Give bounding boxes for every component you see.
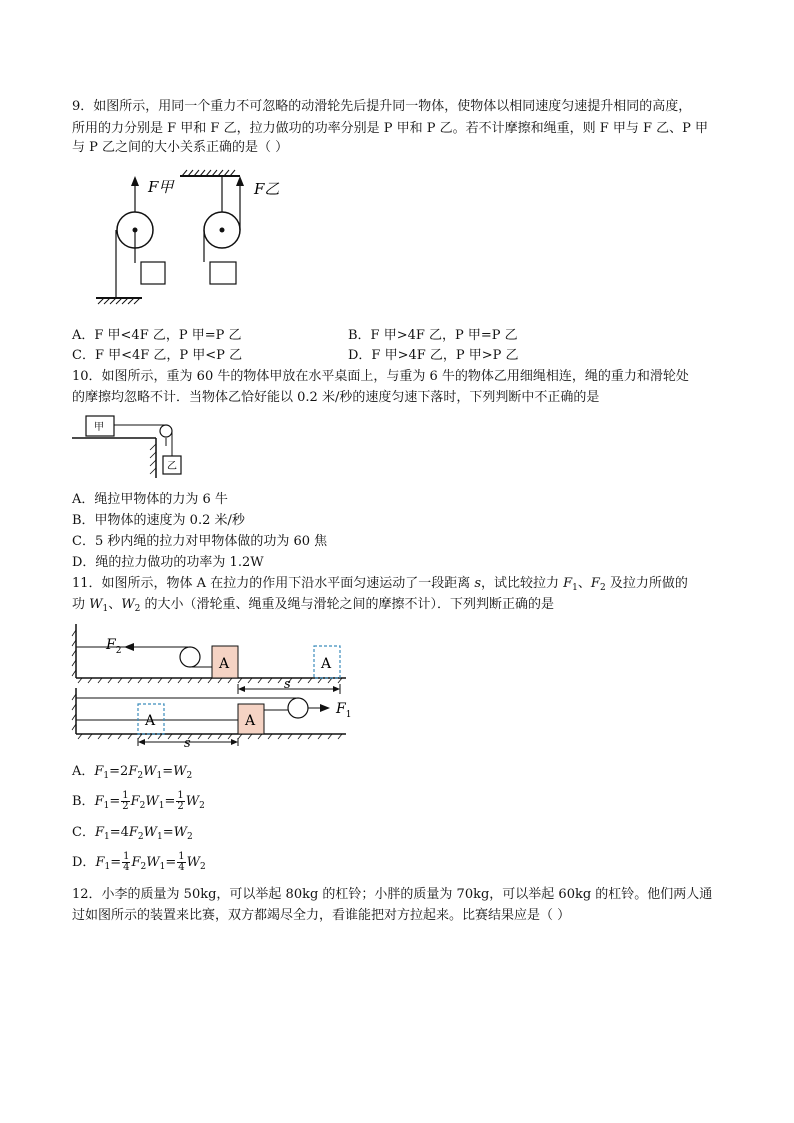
q11-option-c[interactable]: C．$F_1=4F_2W_1=W_2$ xyxy=(72,825,193,842)
q11-label-F2: $F_2$ xyxy=(106,637,122,656)
q11-option-b[interactable]: B．$F_1=$ $\frac{1}{2}$ $F_2W_1=$ $\frac{1}{2}$ $W_2$ xyxy=(72,790,205,812)
q12-text-line1: 12．小李的质量为 50kg，可以举起 80kg 的杠铃；小胖的质量为 70kg，可以举起 60kg 的杠铃。他们两人通 xyxy=(72,887,713,902)
q9-text-line1: 9．如图所示，用同一个重力不可忽略的动滑轮先后提升同一物体，使物体以相同速度匀速提升相同的高度， xyxy=(72,99,692,114)
q11-text-line1: 11．如图所示，物体 A 在拉力的作用下沿水平面匀速运动了一段距离 s，试比较拉力 $F_1$、$F_2$ 及拉力所做的 xyxy=(72,576,688,593)
q11-block-A-upper: A xyxy=(219,656,230,672)
q10-label-yi: 乙 xyxy=(167,461,177,472)
q10-label-jia: 甲 xyxy=(94,422,104,433)
q10-option-b[interactable]: B．甲物体的速度为 0.2 米/秒 xyxy=(72,513,245,528)
q11-dashed-A-lower: A xyxy=(145,713,156,729)
q9-text-line2: 所用的力分别是 F 甲和 F 乙，拉力做功的功率分别是 P 甲和 P 乙。若不计摩擦和绳重，则 F 甲与 F 乙、P 甲 xyxy=(72,121,709,136)
q9-text-line3: 与 P 乙之间的大小关系正确的是（ ） xyxy=(72,140,289,155)
q10-table-pulley-figure xyxy=(72,412,202,482)
q9-option-c[interactable]: C．F 甲<4F 乙，P 甲<P 乙 xyxy=(72,348,243,363)
q12-text-line2: 过如图所示的装置来比赛，双方都竭尽全力，看谁能把对方拉起来。比赛结果应是（ ） xyxy=(72,908,571,923)
q9-pulley-figure xyxy=(90,168,310,308)
q9-option-b[interactable]: B．F 甲>4F 乙，P 甲=P 乙 xyxy=(348,328,518,343)
q11-pulley-figure xyxy=(72,622,372,751)
q11-label-F1: $F_1$ xyxy=(336,701,352,720)
q11-option-a[interactable]: A．$F_1=2F_2W_1=W_2$ xyxy=(72,764,193,781)
q11-dashed-A-upper: A xyxy=(321,656,332,672)
q9-label-F-jia: F甲 xyxy=(148,178,174,196)
q9-option-a[interactable]: A．F 甲<4F 乙，P 甲=P 乙 xyxy=(72,328,242,343)
q11-block-A-lower: A xyxy=(245,713,256,729)
q11-label-s-lower: s xyxy=(184,736,191,751)
q10-option-c[interactable]: C．5 秒内绳的拉力对甲物体做的功为 60 焦 xyxy=(72,534,328,549)
q10-option-a[interactable]: A．绳拉甲物体的力为 6 牛 xyxy=(72,492,228,507)
q11-text-line2: 功 $W_1$、$W_2$ 的大小（滑轮重、绳重及绳与滑轮之间的摩擦不计）．下列判断正确的是 xyxy=(72,597,555,614)
q11-label-s-upper: s xyxy=(284,677,291,692)
q10-text-line2: 的摩擦均忽略不计．当物体乙恰好能以 0.2 米/秒的速度匀速下落时，下列判断中不正确的是 xyxy=(72,390,600,405)
q11-option-d[interactable]: D．$F_1=$ $\frac{1}{4}$ $F_2W_1=$ $\frac{1}{4}$ $W_2$ xyxy=(72,851,206,873)
q9-option-d[interactable]: D．F 甲>4F 乙，P 甲>P 乙 xyxy=(348,348,519,363)
q10-text-line1: 10．如图所示，重为 60 牛的物体甲放在水平桌面上，与重为 6 牛的物体乙用细绳相连，绳的重力和滑轮处 xyxy=(72,369,689,384)
q10-option-d[interactable]: D．绳的拉力做功的功率为 1.2W xyxy=(72,555,264,570)
q9-label-F-yi: F乙 xyxy=(254,180,280,198)
